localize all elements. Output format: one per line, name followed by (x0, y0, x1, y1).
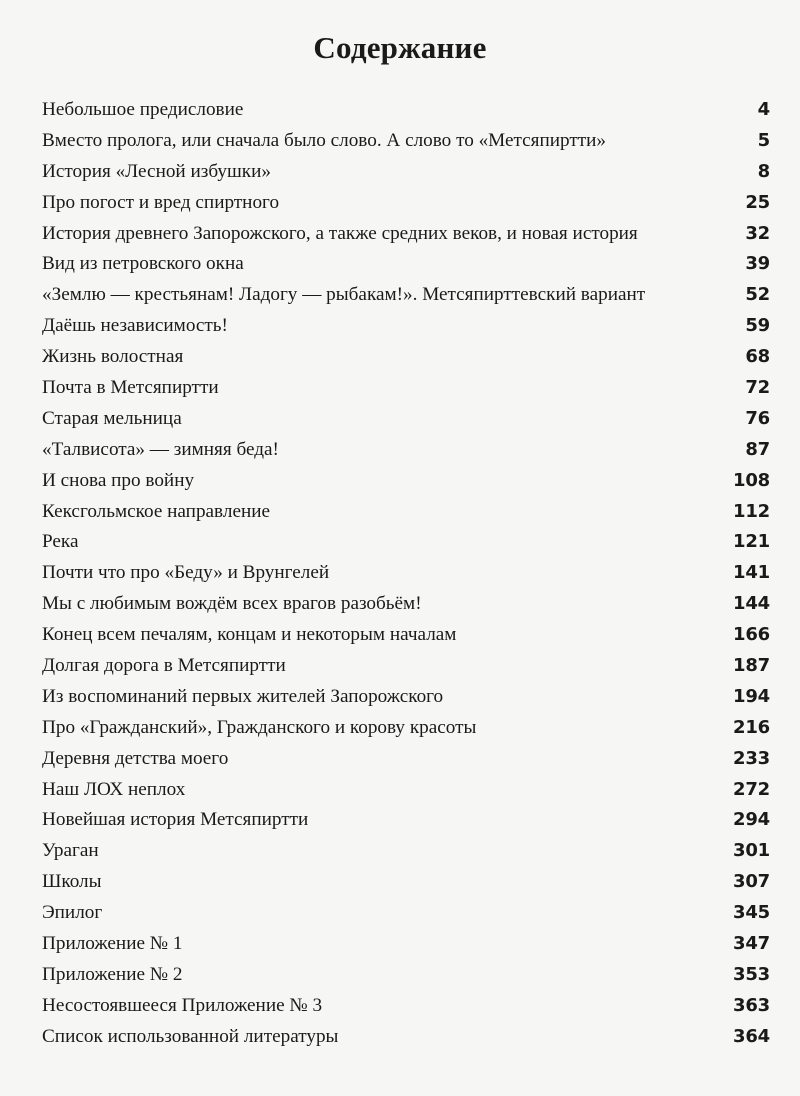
toc-entry-title: Небольшое предисловие (42, 99, 244, 120)
toc-entry-title: Вид из петровского окна (42, 253, 244, 275)
toc-entry-page-number: 272 (733, 778, 770, 800)
toc-entry-title: Наш ЛОХ неплох (42, 778, 186, 800)
toc-entry-page-number: 347 (733, 933, 770, 955)
toc-entry (42, 315, 770, 346)
toc-entry-title: Конец всем печалям, концам и некоторым началам (42, 624, 457, 646)
toc-entry-title: Про погост и вред спиртного (42, 191, 280, 213)
toc-entry (42, 531, 770, 562)
toc-entry-title: Даёшь независимость! (42, 315, 228, 337)
toc-entry-page-number: 353 (733, 963, 770, 985)
toc-entry-page-number: 32 (745, 222, 770, 244)
toc-entry (42, 1026, 770, 1057)
toc-entry-title: Почта в Метсяпиртти (42, 377, 219, 399)
toc-entry (42, 99, 770, 130)
toc-entry-title: Несостоявшееся Приложение № 3 (42, 994, 323, 1016)
toc-entry-title: История «Лесной избушки» (42, 160, 271, 182)
toc-entry-title: Жизнь волостная (42, 346, 184, 368)
toc-entry-page-number: 301 (733, 840, 770, 862)
toc-entry-page-number: 25 (745, 191, 770, 213)
toc-entry (42, 840, 770, 871)
toc-entry (42, 933, 770, 964)
toc-entry-page-number: 112 (733, 500, 770, 522)
toc-entry-title: Ураган (42, 840, 99, 862)
toc-entry-page-number: 68 (745, 346, 770, 368)
toc-entry-page-number: 39 (745, 253, 770, 275)
toc-entry-page-number: 194 (733, 685, 770, 707)
toc-entry (42, 470, 770, 501)
toc-entry (42, 161, 770, 192)
toc-entry-title: Из воспоминаний первых жителей Запорожского (42, 685, 444, 707)
toc-entry-page-number: 4 (757, 99, 770, 120)
toc-entry (42, 809, 770, 840)
toc-entry-page-number: 187 (733, 655, 770, 677)
toc-entry-title: И снова про войну (42, 469, 195, 491)
toc-entry-page-number: 363 (733, 994, 770, 1016)
toc-entry-page-number: 216 (733, 716, 770, 738)
toc-entry (42, 902, 770, 933)
toc-entry-page-number: 59 (745, 315, 770, 337)
toc-entry-page-number: 87 (745, 438, 770, 460)
toc-entry (42, 562, 770, 593)
toc-entry-title: Деревня детства моего (42, 747, 229, 769)
toc-entry (42, 223, 770, 254)
toc-entry-title: «Талвисота» — зимняя беда! (42, 438, 279, 460)
toc-entry-page-number: 166 (733, 624, 770, 646)
toc-entry-title: Река (42, 531, 79, 553)
toc-entry-title: Новейшая история Метсяпиртти (42, 809, 309, 831)
toc-entry-page-number: 72 (745, 377, 770, 399)
toc-entry-page-number: 345 (733, 902, 770, 924)
toc-entry (42, 624, 770, 655)
toc-entry-title: Приложение № 2 (42, 963, 183, 985)
page-title: Содержание (313, 30, 487, 65)
toc-entry (42, 686, 770, 717)
toc-entry-page-number: 121 (733, 531, 770, 553)
toc-entry-title: Старая мельница (42, 407, 182, 429)
toc-entry-title: История древнего Запорожского, а также средних веков, и новая история (42, 222, 638, 244)
toc-entry (42, 779, 770, 810)
toc-entry-page-number: 5 (757, 129, 770, 151)
toc-entry-title: Долгая дорога в Метсяпиртти (42, 655, 286, 677)
toc-entry (42, 871, 770, 902)
toc-entry-page-number: 141 (733, 562, 770, 584)
toc-entry (42, 130, 770, 161)
toc-entry-title: Эпилог (42, 902, 103, 924)
toc-entry (42, 655, 770, 686)
toc-entry (42, 284, 770, 315)
toc-entry-page-number: 364 (733, 1025, 770, 1047)
toc-entry-title: Приложение № 1 (42, 933, 183, 955)
toc-entry-title: Про «Гражданский», Гражданского и корову красоты (42, 716, 477, 738)
toc-entry (42, 964, 770, 995)
toc-entry (42, 346, 770, 377)
toc-entry-page-number: 52 (745, 284, 770, 306)
toc-entry (42, 501, 770, 532)
toc-entry (42, 192, 770, 223)
toc-entry (42, 748, 770, 779)
toc-entry-title: «Землю — крестьянам! Ладогу — рыбакам!». Метсяпирттевский вариант (42, 284, 646, 306)
toc-entry-title: Вместо пролога, или сначала было слово. А слово то «Метсяпиртти» (42, 129, 606, 151)
table-of-contents (42, 99, 770, 1057)
toc-entry (42, 995, 770, 1026)
toc-entry (42, 593, 770, 624)
toc-entry-page-number: 307 (733, 871, 770, 893)
toc-entry-title: Почти что про «Беду» и Врунгелей (42, 562, 330, 584)
toc-entry-page-number: 294 (733, 809, 770, 831)
toc-entry (42, 377, 770, 408)
toc-entry-page-number: 108 (733, 469, 770, 491)
toc-entry (42, 717, 770, 748)
toc-entry (42, 253, 770, 284)
toc-entry-page-number: 76 (745, 407, 770, 429)
toc-entry-page-number: 233 (733, 747, 770, 769)
toc-entry-page-number: 144 (733, 593, 770, 615)
toc-entry-page-number: 8 (757, 160, 770, 182)
toc-entry-title: Кексгольмское направление (42, 500, 271, 522)
toc-entry (42, 408, 770, 439)
toc-entry-title: Школы (42, 871, 102, 893)
toc-entry-title: Мы с любимым вождём всех врагов разобьём! (42, 593, 422, 615)
toc-entry (42, 439, 770, 470)
toc-entry-title: Список использованной литературы (42, 1025, 339, 1047)
